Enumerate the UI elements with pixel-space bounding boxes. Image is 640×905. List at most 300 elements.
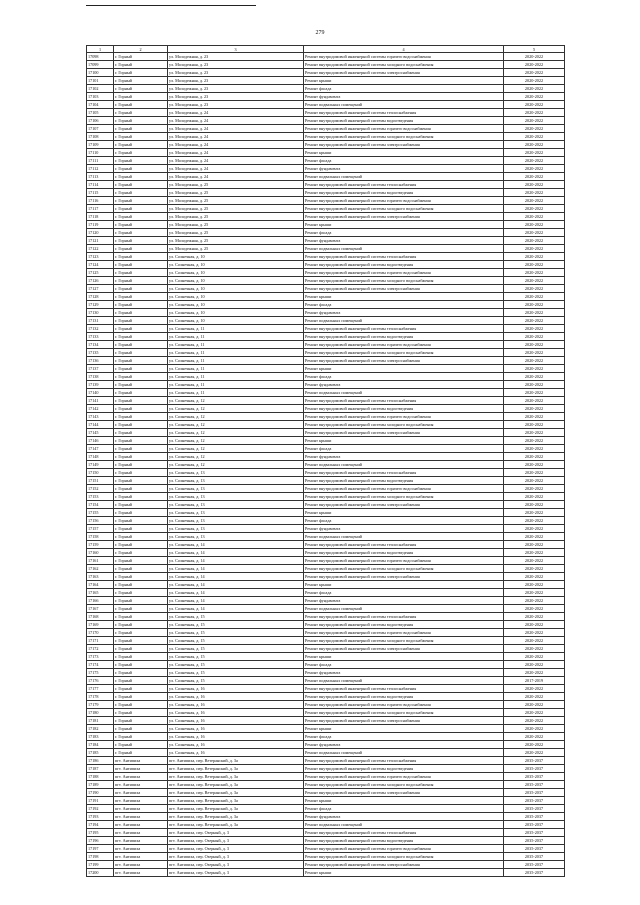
cell-number: 17122 [87, 245, 114, 253]
cell-work-type: Ремонт внутридомовой инженерной системы холодного водоснабжения [304, 781, 504, 789]
cell-work-type: Ремонт фасада [304, 157, 504, 165]
cell-locality: г. Горный [114, 733, 168, 741]
cell-number: 17156 [87, 517, 114, 525]
cell-address: ул. Солнечная, д. 13 [168, 469, 304, 477]
cell-address: ул. Солнечная, д. 12 [168, 413, 304, 421]
cell-number: 17200 [87, 869, 114, 877]
cell-work-type: Ремонт крыши [304, 653, 504, 661]
cell-number: 17172 [87, 645, 114, 653]
table-row [87, 325, 565, 333]
table-row [87, 93, 565, 101]
table-row [87, 277, 565, 285]
cell-locality: г. Горный [114, 317, 168, 325]
cell-number: 17114 [87, 181, 114, 189]
table-row [87, 149, 565, 157]
cell-locality: пгт. Антипиха [114, 829, 168, 837]
cell-locality: пгт. Антипиха [114, 861, 168, 869]
cell-work-type: Ремонт подвальных помещений [304, 749, 504, 757]
cell-locality: г. Горный [114, 389, 168, 397]
cell-address: ул. Молодежная, д. 24 [168, 149, 304, 157]
cell-address: ул. Солнечная, д. 10 [168, 277, 304, 285]
cell-period: 2035-2037 [504, 829, 565, 837]
cell-period: 2020-2022 [504, 381, 565, 389]
cell-period: 2020-2022 [504, 589, 565, 597]
cell-work-type: Ремонт внутридомовой инженерной системы теплоснабжения [304, 181, 504, 189]
cell-address: ул. Молодежная, д. 24 [168, 157, 304, 165]
cell-address: ул. Солнечная, д. 15 [168, 621, 304, 629]
cell-period: 2020-2022 [504, 165, 565, 173]
cell-period: 2020-2022 [504, 133, 565, 141]
cell-period: 2020-2022 [504, 717, 565, 725]
cell-work-type: Ремонт внутридомовой инженерной системы горячего водоснабжения [304, 341, 504, 349]
cell-locality: г. Горный [114, 453, 168, 461]
cell-locality: г. Горный [114, 69, 168, 77]
cell-period: 2020-2022 [504, 573, 565, 581]
cell-work-type: Ремонт внутридомовой инженерной системы водоотведения [304, 621, 504, 629]
table-row [87, 557, 565, 565]
cell-work-type: Ремонт подвальных помещений [304, 605, 504, 613]
cell-period: 2020-2022 [504, 245, 565, 253]
cell-period: 2020-2022 [504, 157, 565, 165]
cell-work-type: Ремонт подвальных помещений [304, 677, 504, 685]
table-row [87, 581, 565, 589]
cell-period: 2020-2022 [504, 125, 565, 133]
cell-locality: г. Горный [114, 173, 168, 181]
cell-locality: г. Горный [114, 357, 168, 365]
cell-period: 2020-2022 [504, 685, 565, 693]
cell-period: 2020-2022 [504, 373, 565, 381]
table-row [87, 821, 565, 829]
cell-locality: г. Горный [114, 125, 168, 133]
cell-period: 2020-2022 [504, 733, 565, 741]
cell-number: 17147 [87, 445, 114, 453]
table-row [87, 285, 565, 293]
cell-address: ул. Солнечная, д. 11 [168, 365, 304, 373]
table-row [87, 157, 565, 165]
cell-number: 17181 [87, 717, 114, 725]
cell-number: 17137 [87, 365, 114, 373]
cell-locality: г. Горный [114, 717, 168, 725]
cell-number: 17184 [87, 741, 114, 749]
cell-work-type: Ремонт внутридомовой инженерной системы электроснабжения [304, 69, 504, 77]
cell-address: ул. Солнечная, д. 13 [168, 517, 304, 525]
cell-work-type: Ремонт внутридомовой инженерной системы электроснабжения [304, 717, 504, 725]
cell-address: пгт. Антипиха, пер. Озерный, д. 3 [168, 829, 304, 837]
table-row [87, 677, 565, 685]
cell-number: 17104 [87, 101, 114, 109]
column-header: 1 [87, 46, 114, 53]
cell-number: 17159 [87, 541, 114, 549]
cell-number: 17186 [87, 757, 114, 765]
cell-work-type: Ремонт внутридомовой инженерной системы теплоснабжения [304, 109, 504, 117]
cell-address: ул. Солнечная, д. 16 [168, 693, 304, 701]
cell-period: 2020-2022 [504, 77, 565, 85]
cell-work-type: Ремонт внутридомовой инженерной системы теплоснабжения [304, 613, 504, 621]
table-row [87, 517, 565, 525]
cell-locality: г. Горный [114, 333, 168, 341]
cell-period: 2020-2022 [504, 669, 565, 677]
cell-period: 2020-2022 [504, 653, 565, 661]
table-row [87, 701, 565, 709]
cell-number: 17149 [87, 461, 114, 469]
cell-number: 17169 [87, 621, 114, 629]
cell-number: 17119 [87, 221, 114, 229]
cell-work-type: Ремонт крыши [304, 797, 504, 805]
cell-period: 2035-2037 [504, 765, 565, 773]
cell-locality: пгт. Антипиха [114, 765, 168, 773]
table-row [87, 637, 565, 645]
cell-address: ул. Солнечная, д. 11 [168, 381, 304, 389]
cell-address: ул. Молодежная, д. 24 [168, 117, 304, 125]
cell-address: ул. Молодежная, д. 24 [168, 141, 304, 149]
cell-locality: г. Горный [114, 485, 168, 493]
cell-period: 2020-2022 [504, 197, 565, 205]
cell-locality: г. Горный [114, 229, 168, 237]
table-row [87, 357, 565, 365]
cell-address: ул. Молодежная, д. 24 [168, 165, 304, 173]
table-row [87, 221, 565, 229]
cell-locality: г. Горный [114, 661, 168, 669]
cell-address: ул. Солнечная, д. 14 [168, 573, 304, 581]
cell-number: 17188 [87, 773, 114, 781]
cell-period: 2020-2022 [504, 421, 565, 429]
cell-locality: г. Горный [114, 341, 168, 349]
cell-address: ул. Солнечная, д. 13 [168, 477, 304, 485]
cell-locality: г. Горный [114, 541, 168, 549]
cell-address: ул. Солнечная, д. 15 [168, 637, 304, 645]
cell-locality: г. Горный [114, 197, 168, 205]
cell-locality: г. Горный [114, 533, 168, 541]
cell-locality: г. Горный [114, 365, 168, 373]
table-row [87, 333, 565, 341]
cell-number: 17198 [87, 853, 114, 861]
cell-number: 17153 [87, 493, 114, 501]
table-row [87, 765, 565, 773]
cell-work-type: Ремонт внутридомовой инженерной системы горячего водоснабжения [304, 773, 504, 781]
table-row [87, 509, 565, 517]
table-row [87, 349, 565, 357]
table-row [87, 741, 565, 749]
cell-work-type: Ремонт внутридомовой инженерной системы теплоснабжения [304, 397, 504, 405]
cell-work-type: Ремонт фундамента [304, 597, 504, 605]
cell-period: 2020-2022 [504, 541, 565, 549]
cell-number: 17165 [87, 589, 114, 597]
table-row [87, 709, 565, 717]
cell-number: 17178 [87, 693, 114, 701]
cell-address: ул. Солнечная, д. 16 [168, 685, 304, 693]
cell-period: 2020-2022 [504, 605, 565, 613]
cell-address: ул. Солнечная, д. 10 [168, 253, 304, 261]
cell-address: пгт. Антипиха, пер. Ветеранский, д. 3а [168, 781, 304, 789]
cell-work-type: Ремонт внутридомовой инженерной системы горячего водоснабжения [304, 269, 504, 277]
table-row [87, 717, 565, 725]
cell-work-type: Ремонт внутридомовой инженерной системы водоотведения [304, 837, 504, 845]
cell-period: 2020-2022 [504, 621, 565, 629]
table-row [87, 317, 565, 325]
cell-number: 17103 [87, 93, 114, 101]
cell-period: 2035-2037 [504, 853, 565, 861]
table-row [87, 445, 565, 453]
table-row [87, 621, 565, 629]
cell-number: 17105 [87, 109, 114, 117]
cell-number: 17144 [87, 421, 114, 429]
cell-address: пгт. Антипиха, пер. Озерный, д. 3 [168, 861, 304, 869]
cell-period: 2020-2022 [504, 349, 565, 357]
cell-locality: г. Горный [114, 725, 168, 733]
cell-work-type: Ремонт внутридомовой инженерной системы водоотведения [304, 189, 504, 197]
cell-number: 17112 [87, 165, 114, 173]
cell-address: ул. Солнечная, д. 14 [168, 589, 304, 597]
cell-period: 2020-2022 [504, 229, 565, 237]
cell-number: 17151 [87, 477, 114, 485]
cell-number: 17098 [87, 53, 114, 61]
cell-number: 17113 [87, 173, 114, 181]
table-row [87, 189, 565, 197]
cell-locality: г. Горный [114, 269, 168, 277]
cell-locality: г. Горный [114, 349, 168, 357]
column-header: 3 [168, 46, 304, 53]
cell-locality: г. Горный [114, 693, 168, 701]
cell-locality: пгт. Антипиха [114, 781, 168, 789]
cell-locality: г. Горный [114, 557, 168, 565]
table-row [87, 213, 565, 221]
cell-period: 2020-2022 [504, 317, 565, 325]
table-row [87, 469, 565, 477]
cell-locality: г. Горный [114, 149, 168, 157]
cell-locality: г. Горный [114, 429, 168, 437]
cell-number: 17106 [87, 117, 114, 125]
table-row [87, 805, 565, 813]
cell-number: 17140 [87, 389, 114, 397]
cell-work-type: Ремонт внутридомовой инженерной системы водоотведения [304, 765, 504, 773]
cell-period: 2020-2022 [504, 309, 565, 317]
cell-period: 2020-2022 [504, 181, 565, 189]
cell-address: ул. Солнечная, д. 12 [168, 461, 304, 469]
cell-work-type: Ремонт подвальных помещений [304, 317, 504, 325]
table-row [87, 661, 565, 669]
cell-number: 17116 [87, 197, 114, 205]
table-row [87, 845, 565, 853]
cell-period: 2020-2022 [504, 645, 565, 653]
cell-number: 17145 [87, 429, 114, 437]
table-row [87, 165, 565, 173]
cell-locality: пгт. Антипиха [114, 821, 168, 829]
cell-work-type: Ремонт внутридомовой инженерной системы холодного водоснабжения [304, 61, 504, 69]
cell-work-type: Ремонт фундамента [304, 237, 504, 245]
table-row [87, 477, 565, 485]
cell-locality: г. Горный [114, 613, 168, 621]
cell-locality: г. Горный [114, 701, 168, 709]
table-row [87, 365, 565, 373]
cell-number: 17183 [87, 733, 114, 741]
cell-locality: г. Горный [114, 565, 168, 573]
cell-address: ул. Солнечная, д. 12 [168, 453, 304, 461]
cell-number: 17187 [87, 765, 114, 773]
cell-work-type: Ремонт внутридомовой инженерной системы теплоснабжения [304, 469, 504, 477]
cell-number: 17189 [87, 781, 114, 789]
cell-address: ул. Солнечная, д. 13 [168, 485, 304, 493]
cell-locality: г. Горный [114, 85, 168, 93]
cell-period: 2035-2037 [504, 757, 565, 765]
cell-address: ул. Солнечная, д. 11 [168, 325, 304, 333]
table-row [87, 69, 565, 77]
cell-work-type: Ремонт внутридомовой инженерной системы холодного водоснабжения [304, 205, 504, 213]
table-row [87, 173, 565, 181]
cell-period: 2020-2022 [504, 61, 565, 69]
table-row [87, 381, 565, 389]
cell-work-type: Ремонт крыши [304, 365, 504, 373]
cell-address: ул. Солнечная, д. 10 [168, 317, 304, 325]
column-header: 5 [504, 46, 565, 53]
cell-locality: г. Горный [114, 293, 168, 301]
table-row [87, 245, 565, 253]
cell-period: 2035-2037 [504, 813, 565, 821]
cell-number: 17128 [87, 293, 114, 301]
cell-number: 17101 [87, 77, 114, 85]
cell-locality: пгт. Антипиха [114, 853, 168, 861]
cell-work-type: Ремонт фундамента [304, 453, 504, 461]
cell-locality: г. Горный [114, 309, 168, 317]
cell-period: 2020-2022 [504, 173, 565, 181]
cell-locality: г. Горный [114, 141, 168, 149]
cell-number: 17170 [87, 629, 114, 637]
table-row [87, 61, 565, 69]
cell-address: ул. Молодежная, д. 24 [168, 109, 304, 117]
cell-address: ул. Солнечная, д. 10 [168, 309, 304, 317]
cell-address: пгт. Антипиха, пер. Ветеранский, д. 3а [168, 797, 304, 805]
cell-number: 17135 [87, 349, 114, 357]
cell-work-type: Ремонт фасада [304, 229, 504, 237]
cell-address: ул. Солнечная, д. 16 [168, 725, 304, 733]
table-row [87, 101, 565, 109]
table-row [87, 437, 565, 445]
cell-number: 17163 [87, 573, 114, 581]
cell-work-type: Ремонт внутридомовой инженерной системы холодного водоснабжения [304, 709, 504, 717]
table-row [87, 53, 565, 61]
cell-address: ул. Солнечная, д. 12 [168, 421, 304, 429]
cell-number: 17136 [87, 357, 114, 365]
cell-address: ул. Солнечная, д. 10 [168, 261, 304, 269]
cell-number: 17100 [87, 69, 114, 77]
cell-address: ул. Солнечная, д. 16 [168, 733, 304, 741]
cell-work-type: Ремонт внутридомовой инженерной системы горячего водоснабжения [304, 557, 504, 565]
cell-work-type: Ремонт внутридомовой инженерной системы электроснабжения [304, 501, 504, 509]
cell-work-type: Ремонт внутридомовой инженерной системы водоотведения [304, 261, 504, 269]
cell-locality: г. Горный [114, 301, 168, 309]
cell-number: 17180 [87, 709, 114, 717]
cell-number: 17126 [87, 277, 114, 285]
cell-locality: пгт. Антипиха [114, 757, 168, 765]
cell-period: 2020-2022 [504, 293, 565, 301]
table-row [87, 109, 565, 117]
cell-period: 2020-2022 [504, 485, 565, 493]
cell-work-type: Ремонт внутридомовой инженерной системы электроснабжения [304, 141, 504, 149]
cell-period: 2020-2022 [504, 237, 565, 245]
cell-work-type: Ремонт внутридомовой инженерной системы горячего водоснабжения [304, 485, 504, 493]
cell-number: 17194 [87, 821, 114, 829]
cell-number: 17141 [87, 397, 114, 405]
table-row [87, 229, 565, 237]
cell-work-type: Ремонт внутридомовой инженерной системы теплоснабжения [304, 541, 504, 549]
cell-locality: пгт. Антипиха [114, 837, 168, 845]
cell-work-type: Ремонт внутридомовой инженерной системы холодного водоснабжения [304, 277, 504, 285]
cell-work-type: Ремонт фасада [304, 517, 504, 525]
table-row [87, 781, 565, 789]
cell-address: ул. Молодежная, д. 23 [168, 101, 304, 109]
cell-period: 2020-2022 [504, 709, 565, 717]
cell-number: 17168 [87, 613, 114, 621]
cell-address: ул. Солнечная, д. 14 [168, 597, 304, 605]
cell-locality: г. Горный [114, 381, 168, 389]
cell-locality: г. Горный [114, 637, 168, 645]
cell-locality: пгт. Антипиха [114, 845, 168, 853]
cell-number: 17182 [87, 725, 114, 733]
cell-address: пгт. Антипиха, пер. Ветеранский, д. 3а [168, 773, 304, 781]
table-header-row [87, 46, 565, 53]
cell-locality: г. Горный [114, 245, 168, 253]
cell-address: ул. Солнечная, д. 14 [168, 549, 304, 557]
cell-work-type: Ремонт фасада [304, 301, 504, 309]
cell-work-type: Ремонт внутридомовой инженерной системы электроснабжения [304, 861, 504, 869]
cell-number: 17099 [87, 61, 114, 69]
cell-period: 2020-2022 [504, 277, 565, 285]
table-row [87, 725, 565, 733]
cell-locality: г. Горный [114, 445, 168, 453]
cell-number: 17123 [87, 253, 114, 261]
cell-address: ул. Солнечная, д. 16 [168, 741, 304, 749]
cell-period: 2020-2022 [504, 429, 565, 437]
cell-period: 2020-2022 [504, 525, 565, 533]
cell-work-type: Ремонт фундамента [304, 813, 504, 821]
cell-period: 2020-2022 [504, 69, 565, 77]
table-row [87, 629, 565, 637]
header-rule [86, 5, 256, 6]
table-row [87, 589, 565, 597]
column-header: 4 [304, 46, 504, 53]
cell-address: ул. Солнечная, д. 16 [168, 717, 304, 725]
cell-period: 2020-2022 [504, 741, 565, 749]
cell-address: ул. Молодежная, д. 23 [168, 85, 304, 93]
cell-period: 2020-2022 [504, 557, 565, 565]
cell-locality: г. Горный [114, 237, 168, 245]
cell-number: 17111 [87, 157, 114, 165]
cell-number: 17117 [87, 205, 114, 213]
works-table [86, 45, 565, 877]
cell-locality: пгт. Антипиха [114, 789, 168, 797]
cell-work-type: Ремонт внутридомовой инженерной системы горячего водоснабжения [304, 197, 504, 205]
cell-number: 17129 [87, 301, 114, 309]
cell-locality: г. Горный [114, 181, 168, 189]
cell-work-type: Ремонт крыши [304, 77, 504, 85]
cell-work-type: Ремонт внутридомовой инженерной системы водоотведения [304, 549, 504, 557]
cell-locality: г. Горный [114, 605, 168, 613]
cell-work-type: Ремонт внутридомовой инженерной системы холодного водоснабжения [304, 133, 504, 141]
cell-number: 17164 [87, 581, 114, 589]
cell-number: 17108 [87, 133, 114, 141]
cell-number: 17130 [87, 309, 114, 317]
cell-address: ул. Солнечная, д. 13 [168, 501, 304, 509]
column-header: 2 [114, 46, 168, 53]
cell-number: 17109 [87, 141, 114, 149]
cell-period: 2020-2022 [504, 325, 565, 333]
table-row [87, 405, 565, 413]
cell-work-type: Ремонт фасада [304, 733, 504, 741]
cell-address: пгт. Антипиха, пер. Ветеранский, д. 3а [168, 765, 304, 773]
cell-work-type: Ремонт внутридомовой инженерной системы горячего водоснабжения [304, 845, 504, 853]
cell-locality: г. Горный [114, 749, 168, 757]
cell-locality: г. Горный [114, 709, 168, 717]
cell-period: 2035-2037 [504, 845, 565, 853]
